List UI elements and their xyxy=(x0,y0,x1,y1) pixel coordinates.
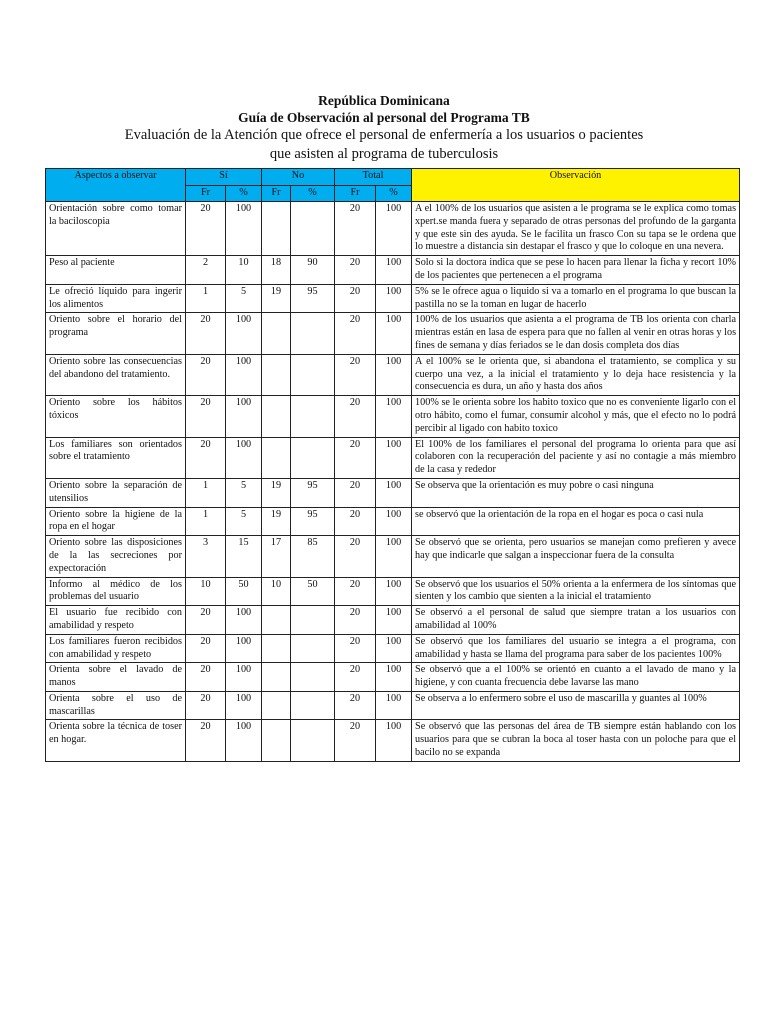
evaluation-subtitle-line1: Evaluación de la Atención que ofrece el personal de enfermería a los usuarios o pacientes xyxy=(124,127,644,143)
col-observacion-header: Observación xyxy=(412,169,740,202)
si-fr-cell: 20 xyxy=(186,437,226,478)
si-fr-cell: 1 xyxy=(186,478,226,507)
si-fr-cell: 20 xyxy=(186,720,226,761)
observation-cell: Se observó que a el 100% se orientó en cuanto a el lavado de mano y la higiene, y con cuanta frecuencia debe lavarse las mano xyxy=(412,663,740,692)
no-pct-cell: 95 xyxy=(291,284,335,313)
no-pct-cell xyxy=(291,691,335,720)
no-fr-cell xyxy=(262,634,291,663)
total-fr-cell: 20 xyxy=(335,577,376,606)
observation-cell: Se observó a el personal de salud que siempre tratan a los usuarios con amabilidad al 100% xyxy=(412,606,740,635)
evaluation-subtitle-line2: que asisten al programa de tuberculosis xyxy=(269,146,499,162)
total-fr-cell: 20 xyxy=(335,437,376,478)
si-fr-cell: 2 xyxy=(186,256,226,285)
si-pct-cell: 5 xyxy=(226,284,262,313)
total-pct-cell: 100 xyxy=(376,634,412,663)
observation-cell: Se observó que se orienta, pero usuarios se manejan como prefieren y avece hay que indicarle que salgan a inspeccionar fuera de la consulta xyxy=(412,536,740,577)
total-pct-cell: 100 xyxy=(376,720,412,761)
no-fr-cell xyxy=(262,396,291,437)
aspect-cell: Informo al médico de los problemas del usuario xyxy=(46,577,186,606)
no-fr-cell xyxy=(262,202,291,256)
no-fr-cell xyxy=(262,354,291,395)
no-pct-cell: 95 xyxy=(291,478,335,507)
table-row xyxy=(46,606,740,635)
observation-cell: 100% se le orienta sobre los habito toxico que no es conveniente ligarlo con el otro hábito, como el fumar, consumir alcohol y más, que el efecto no lo podrá percibir al ligado con habito toxico xyxy=(412,396,740,437)
table-row xyxy=(46,663,740,692)
no-fr-cell: 19 xyxy=(262,507,291,536)
observation-cell: A el 100% de los usuarios que asisten a le programa se le explica como tomas xpert.se manda fuera y separado de otras personas del profundo de la garganta y que este sin des ayuda. Se le facilita un frasco Con su tapa se le ordena que lo muestre a distancia sin destapar el frasco y que lo coloque en una nevera. xyxy=(412,202,740,256)
no-pct-cell xyxy=(291,606,335,635)
no-pct-cell: 95 xyxy=(291,507,335,536)
no-fr-cell xyxy=(262,437,291,478)
table-row xyxy=(46,354,740,395)
table-row xyxy=(46,437,740,478)
si-pct-cell: 100 xyxy=(226,313,262,354)
no-fr-cell xyxy=(262,720,291,761)
table-row xyxy=(46,634,740,663)
aspect-cell: Oriento sobre la higiene de la ropa en el hogar xyxy=(46,507,186,536)
total-fr-cell: 20 xyxy=(335,606,376,635)
si-pct-cell: 50 xyxy=(226,577,262,606)
si-fr-cell: 20 xyxy=(186,691,226,720)
table-row xyxy=(46,313,740,354)
si-pct-cell: 100 xyxy=(226,437,262,478)
si-fr-cell: 1 xyxy=(186,284,226,313)
no-fr-cell xyxy=(262,663,291,692)
si-pct-cell: 100 xyxy=(226,663,262,692)
si-fr-cell: 20 xyxy=(186,313,226,354)
aspect-cell: Orientación sobre como tomar la baciloscopia xyxy=(46,202,186,256)
aspect-cell: Peso al paciente xyxy=(46,256,186,285)
si-pct-cell: 15 xyxy=(226,536,262,577)
total-fr-cell: 20 xyxy=(335,507,376,536)
total-pct-cell: 100 xyxy=(376,691,412,720)
table-row xyxy=(46,202,740,256)
total-fr-cell: 20 xyxy=(335,313,376,354)
no-pct-cell xyxy=(291,634,335,663)
table-row xyxy=(46,478,740,507)
si-pct-cell: 100 xyxy=(226,691,262,720)
aspect-cell: El usuario fue recibido con amabilidad y respeto xyxy=(46,606,186,635)
aspect-cell: Los familiares fueron recibidos con amabilidad y respeto xyxy=(46,634,186,663)
observation-cell: Se observó que los usuarios el 50% orienta a la enfermera de los síntomas que sienten y los cambio que sienten a la inicial el tratamiento xyxy=(412,577,740,606)
total-fr-cell: 20 xyxy=(335,256,376,285)
total-pct-header: % xyxy=(376,185,412,202)
total-fr-header: Fr xyxy=(335,185,376,202)
total-pct-cell: 100 xyxy=(376,507,412,536)
country-title: República Dominicana xyxy=(318,93,450,108)
col-no-header: No xyxy=(262,169,335,186)
observation-cell: El 100% de los familiares el personal del programa lo orienta para que así colaboren con la recuperación del paciente y así no contagie a más miembro de la casa y rededor xyxy=(412,437,740,478)
total-fr-cell: 20 xyxy=(335,663,376,692)
si-fr-cell: 3 xyxy=(186,536,226,577)
table-body xyxy=(46,202,740,762)
si-fr-cell: 20 xyxy=(186,202,226,256)
si-fr-header: Fr xyxy=(186,185,226,202)
table-row xyxy=(46,691,740,720)
no-pct-cell: 50 xyxy=(291,577,335,606)
col-aspectos-header: Aspectos a observar xyxy=(46,169,186,202)
si-fr-cell: 20 xyxy=(186,606,226,635)
table-row xyxy=(46,720,740,761)
aspect-cell: Orienta sobre el uso de mascarillas xyxy=(46,691,186,720)
total-pct-cell: 100 xyxy=(376,284,412,313)
si-pct-cell: 100 xyxy=(226,606,262,635)
no-fr-cell: 19 xyxy=(262,284,291,313)
si-fr-cell: 20 xyxy=(186,634,226,663)
aspect-cell: Los familiares son orientados sobre el tratamiento xyxy=(46,437,186,478)
si-pct-cell: 100 xyxy=(226,720,262,761)
observation-cell: 5% se le ofrece agua o liquido si va a tomarlo en el programa lo que buscan la pastilla no se la toman en lugar de hacerlo xyxy=(412,284,740,313)
no-fr-cell xyxy=(262,606,291,635)
total-pct-cell: 100 xyxy=(376,256,412,285)
aspect-cell: Oriento sobre las disposiciones de la las secreciones por expectoración xyxy=(46,536,186,577)
total-pct-cell: 100 xyxy=(376,313,412,354)
aspect-cell: Le ofreció líquido para ingerir los alimentos xyxy=(46,284,186,313)
si-fr-cell: 20 xyxy=(186,663,226,692)
no-pct-cell: 85 xyxy=(291,536,335,577)
no-pct-cell xyxy=(291,663,335,692)
si-pct-header: % xyxy=(226,185,262,202)
observation-cell: 100% de los usuarios que asienta a el programa de TB los orienta con charla mientras están en lasa de espera para que no fallen al venir en otras horas y los fines de semana y días feriados se le dan dosis completa dos días xyxy=(412,313,740,354)
table-row xyxy=(46,256,740,285)
total-fr-cell: 20 xyxy=(335,478,376,507)
aspect-cell: Orienta sobre el lavado de manos xyxy=(46,663,186,692)
si-pct-cell: 100 xyxy=(226,354,262,395)
no-pct-cell xyxy=(291,396,335,437)
si-pct-cell: 100 xyxy=(226,202,262,256)
si-fr-cell: 1 xyxy=(186,507,226,536)
no-pct-cell xyxy=(291,437,335,478)
total-fr-cell: 20 xyxy=(335,720,376,761)
si-fr-cell: 20 xyxy=(186,396,226,437)
observation-cell: Se observó que las personas del área de TB siempre están hablando con los usuarios para que se cubran la boca al toser hasta con un poloche para que el bacilo no se expanda xyxy=(412,720,740,761)
aspect-cell: Orienta sobre la técnica de toser en hogar. xyxy=(46,720,186,761)
no-pct-cell xyxy=(291,202,335,256)
no-fr-cell xyxy=(262,691,291,720)
observation-cell: Se observa a lo enfermero sobre el uso de mascarilla y guantes al 100% xyxy=(412,691,740,720)
col-si-header: Sí xyxy=(186,169,262,186)
no-pct-header: % xyxy=(291,185,335,202)
total-fr-cell: 20 xyxy=(335,202,376,256)
si-pct-cell: 5 xyxy=(226,507,262,536)
observation-cell: A el 100% se le orienta que, si abandona el tratamiento, se complica y su cuerpo una vez, a la inicial el tratamiento y lo deja hace resistencia y la consecuencia es dura, un año y hasta dos años xyxy=(412,354,740,395)
document-header xyxy=(0,92,768,164)
observation-cell: Se observó que los familiares del usuario se integra a el programa, con amabilidad y hasta se llama del programa para saber de los pacientes 100% xyxy=(412,634,740,663)
table-row xyxy=(46,396,740,437)
no-pct-cell xyxy=(291,313,335,354)
total-fr-cell: 20 xyxy=(335,354,376,395)
header-row-main xyxy=(46,169,740,186)
no-fr-cell: 19 xyxy=(262,478,291,507)
observation-cell: se observó que la orientación de la ropa en el hogar es poca o casi nula xyxy=(412,507,740,536)
table-row xyxy=(46,284,740,313)
si-pct-cell: 100 xyxy=(226,396,262,437)
si-pct-cell: 5 xyxy=(226,478,262,507)
total-fr-cell: 20 xyxy=(335,634,376,663)
observation-cell: Solo si la doctora indica que se pese lo hacen para llenar la ficha y recort 10% de los pacientes que pertenecen a el programa xyxy=(412,256,740,285)
si-fr-cell: 10 xyxy=(186,577,226,606)
total-pct-cell: 100 xyxy=(376,437,412,478)
aspect-cell: Oriento sobre la separación de utensilios xyxy=(46,478,186,507)
no-pct-cell xyxy=(291,720,335,761)
total-pct-cell: 100 xyxy=(376,536,412,577)
no-pct-cell: 90 xyxy=(291,256,335,285)
no-fr-header: Fr xyxy=(262,185,291,202)
total-fr-cell: 20 xyxy=(335,536,376,577)
no-fr-cell xyxy=(262,313,291,354)
aspect-cell: Oriento sobre el horario del programa xyxy=(46,313,186,354)
aspect-cell: Oriento sobre los hábitos tóxicos xyxy=(46,396,186,437)
observation-table xyxy=(45,168,740,762)
si-pct-cell: 100 xyxy=(226,634,262,663)
total-fr-cell: 20 xyxy=(335,284,376,313)
table-row xyxy=(46,536,740,577)
no-fr-cell: 10 xyxy=(262,577,291,606)
total-pct-cell: 100 xyxy=(376,396,412,437)
total-pct-cell: 100 xyxy=(376,478,412,507)
si-fr-cell: 20 xyxy=(186,354,226,395)
no-fr-cell: 17 xyxy=(262,536,291,577)
total-pct-cell: 100 xyxy=(376,354,412,395)
total-pct-cell: 100 xyxy=(376,663,412,692)
total-fr-cell: 20 xyxy=(335,691,376,720)
table-row xyxy=(46,507,740,536)
table-row xyxy=(46,577,740,606)
total-pct-cell: 100 xyxy=(376,202,412,256)
total-pct-cell: 100 xyxy=(376,577,412,606)
aspect-cell: Oriento sobre las consecuencias del abandono del tratamiento. xyxy=(46,354,186,395)
total-fr-cell: 20 xyxy=(335,396,376,437)
no-fr-cell: 18 xyxy=(262,256,291,285)
observation-cell: Se observa que la orientación es muy pobre o casi ninguna xyxy=(412,478,740,507)
no-pct-cell xyxy=(291,354,335,395)
col-total-header: Total xyxy=(335,169,412,186)
si-pct-cell: 10 xyxy=(226,256,262,285)
guide-title: Guía de Observación al personal del Programa TB xyxy=(238,110,530,125)
total-pct-cell: 100 xyxy=(376,606,412,635)
